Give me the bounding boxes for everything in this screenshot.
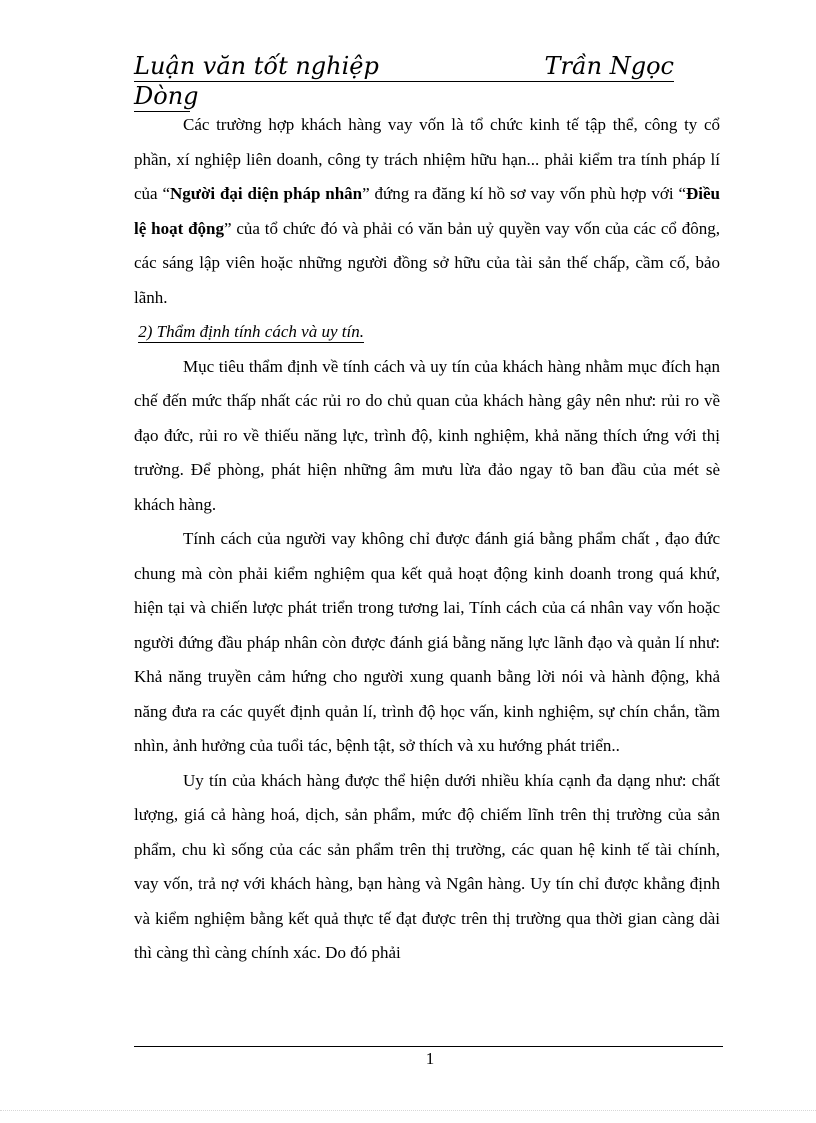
header-author-continued: Dòng (134, 82, 199, 110)
footer-divider (134, 1046, 723, 1047)
header-title: Luận văn tốt nghiệp (134, 52, 379, 80)
paragraph-text: Các trường hợp khách hàng vay vốn là tổ chức kinh tế tập thể, công ty cổ phần, xí nghiệp liên doanh, công ty trách nhiệm hữu hạn... phải kiểm tra tính pháp lí của “ (134, 115, 720, 203)
paragraph-text: ” của tổ chức đó và phải có văn bản uỷ quyền vay vốn của các cổ đông, các sáng lập viên hoặc những người đồng sở hữu của tài sản thế chấp, cầm cố, bảo lãnh. (134, 218, 720, 307)
running-header (134, 52, 674, 82)
paragraph-legal-entity (134, 108, 720, 315)
paragraph-text: ” đứng ra đăng kí hồ sơ vay vốn phù hợp với “ (362, 184, 687, 203)
paragraph-objective: Mục tiêu thẩm định về tính cách và uy tín của khách hàng nhằm mục đích hạn chế đến mức thấp nhất các rủi ro do chủ quan của khách hàng gây nên như: rủi ro về đạo đức, rủi ro về thiếu năng lực, trình độ, kinh nghiệm, khả năng thích ứng với thị trường. Để phòng, phát hiện những âm mưu lừa đảo ngay tõ ban đầu của mét sè khách hàng. (134, 356, 720, 514)
section-heading-text: 2) Thẩm định tính cách và uy tín. (138, 322, 364, 341)
section-heading (134, 315, 720, 350)
paragraph-reputation: Uy tín của khách hàng được thể hiện dưới nhiều khía cạnh đa dạng như: chất lượng, giá cả hàng hoá, dịch, sản phẩm, mức độ chiếm lĩnh trên thị trường của sản phẩm, chu kì sống của các sản phẩm trên thị trường, các quan hệ kinh tế tài chính, vay vốn, trả nợ với khách hàng, bạn hàng và Ngân hàng. Uy tín chỉ được khẳng định và kiểm nghiệm bằng kết quả thực tế đạt được trên thị trường qua thời gian càng dài thì càng thì càng chính xác. Do đó phải (134, 770, 720, 962)
bold-term-legal-representative: Người đại diện pháp nhân (170, 184, 363, 203)
page-number: 1 (425, 1049, 435, 1068)
header-author: Trần Ngọc (544, 52, 674, 80)
paragraph-character: Tính cách của người vay không chỉ được đánh giá bằng phẩm chất , đạo đức chung mà còn phải kiểm nghiệm qua kết quả hoạt động kinh doanh trong quá khứ, hiện tại và chiến lược phát triển trong tương lai, Tính cách của cá nhân vay vốn hoặc người đứng đầu pháp nhân còn được đánh giá bằng năng lực lãnh đạo và quản lí như: Khả năng truyền cảm hứng cho người xung quanh bằng lời nói và hành động, khả năng đưa ra các quyết định quản lí, trình độ học vấn, kinh nghiệm, sự chín chắn, tầm nhìn, ảnh hưởng của tuổi tác, bệnh tật, sở thích và xu hướng phát triển.. (134, 529, 720, 755)
page-edge-dotted-line (0, 1110, 816, 1111)
bold-term-charter: Điều lệ hoạt động (134, 184, 721, 238)
document-body (134, 108, 720, 971)
